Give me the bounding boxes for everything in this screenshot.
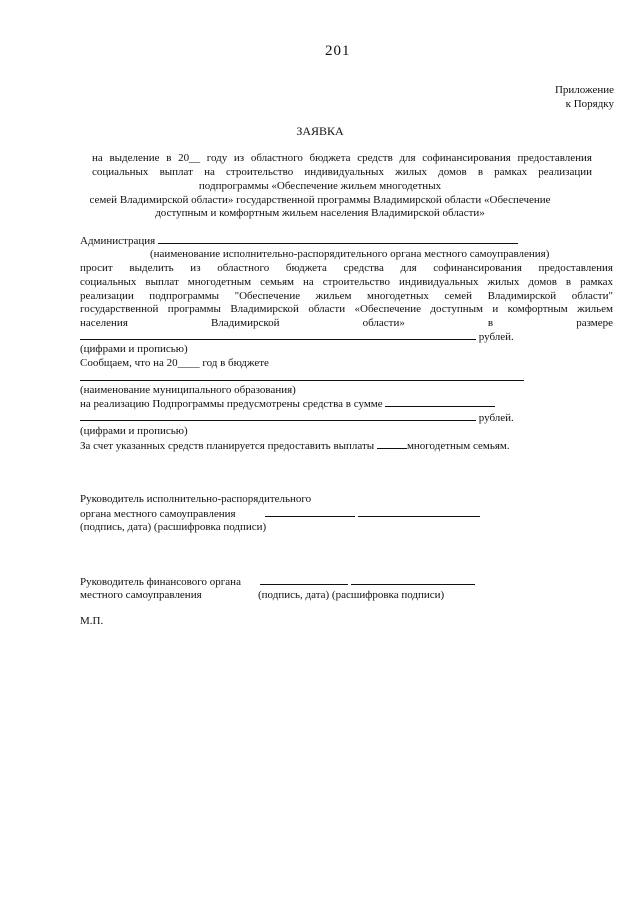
finance-signature-blank[interactable] — [260, 574, 348, 585]
payments-prefix: За счет указанных средств планируется предоставить выплаты — [80, 440, 375, 452]
request-line-3: реализации подпрограммы "Обеспечение жильем многодетных семей Владимирской области" — [80, 290, 613, 302]
sum-blank-a[interactable] — [385, 396, 495, 407]
administration-caption: (наименование исполнительно-распорядительного органа местного самоуправления) — [150, 248, 550, 260]
finance-title-line-1: Руководитель финансового органа — [80, 576, 241, 588]
request-line-1: просит выделить из областного бюджета средства для софинансирования предоставления — [80, 262, 613, 274]
municipality-caption: (наименование муниципального образования) — [80, 384, 296, 396]
administration-label: Администрация — [80, 235, 156, 247]
request-line-4: государственной программы Владимирской области «Обеспечение доступным и комфортным жильем — [80, 303, 613, 315]
subprogram-sum-label: на реализацию Подпрограммы предусмотрены средства в сумме — [80, 398, 383, 410]
head-signature-row — [80, 506, 480, 521]
finance-signature-caption: (подпись, дата) (расшифровка подписи) — [258, 589, 445, 601]
families-count-blank[interactable] — [377, 438, 407, 449]
payments-suffix: многодетным семьям. — [406, 440, 510, 452]
appendix-label — [555, 83, 614, 111]
head-name-blank[interactable] — [358, 506, 480, 517]
subtitle-line-3: подпрограммы «Обеспечение жильем многодетных — [198, 180, 442, 192]
administration-blank[interactable] — [158, 233, 518, 244]
finance-title-line-2: местного самоуправления — [80, 589, 202, 601]
appendix-line-1: Приложение — [554, 84, 614, 96]
subtitle-line-4: семей Владимирской области» государственной программы Владимирской области «Обеспечение — [89, 194, 551, 206]
finance-name-blank[interactable] — [351, 574, 475, 585]
head-signature-caption: (подпись, дата) (расшифровка подписи) — [80, 521, 267, 533]
payments-row — [80, 438, 510, 453]
amount-row-2 — [80, 410, 514, 425]
subtitle-line-1: на выделение в 20__ году из областного бюджета средств для софинансирования предоставления — [92, 152, 592, 164]
head-title-line-2: органа местного самоуправления — [80, 508, 236, 520]
head-title-line-1: Руководитель исполнительно-распорядительного — [80, 493, 312, 505]
subtitle-line-2: социальных выплат на строительство индивидуальных жилых домов в рамках реализации — [92, 166, 592, 178]
head-signature-blank[interactable] — [265, 506, 355, 517]
seal-label: М.П. — [80, 615, 104, 627]
subprogram-sum-row — [80, 396, 495, 411]
request-line-2: социальных выплат многодетным семьям на строительство индивидуальных жилых домов в рамках — [80, 276, 613, 288]
municipality-blank[interactable] — [80, 370, 524, 381]
document-title: ЗАЯВКА — [296, 124, 344, 138]
rubles-label-2: рублей. — [478, 412, 514, 424]
administration-row — [80, 233, 518, 248]
words-caption-1: (цифрами и прописью) — [80, 343, 188, 355]
page-number: 201 — [325, 43, 351, 59]
inform-line: Сообщаем, что на 20____ год в бюджете — [80, 357, 269, 369]
appendix-line-2: к Порядку — [565, 98, 614, 110]
amount-blank-2[interactable] — [80, 410, 476, 421]
finance-signature-row — [80, 574, 475, 589]
subtitle-line-5: доступным и комфортным жильем населения Владимирской области» — [155, 207, 485, 219]
rubles-label-1: рублей. — [478, 331, 514, 343]
words-caption-2: (цифрами и прописью) — [80, 425, 188, 437]
request-line-5: населения Владимирской области» в размере — [80, 317, 613, 329]
amount-blank-1[interactable] — [80, 329, 476, 340]
